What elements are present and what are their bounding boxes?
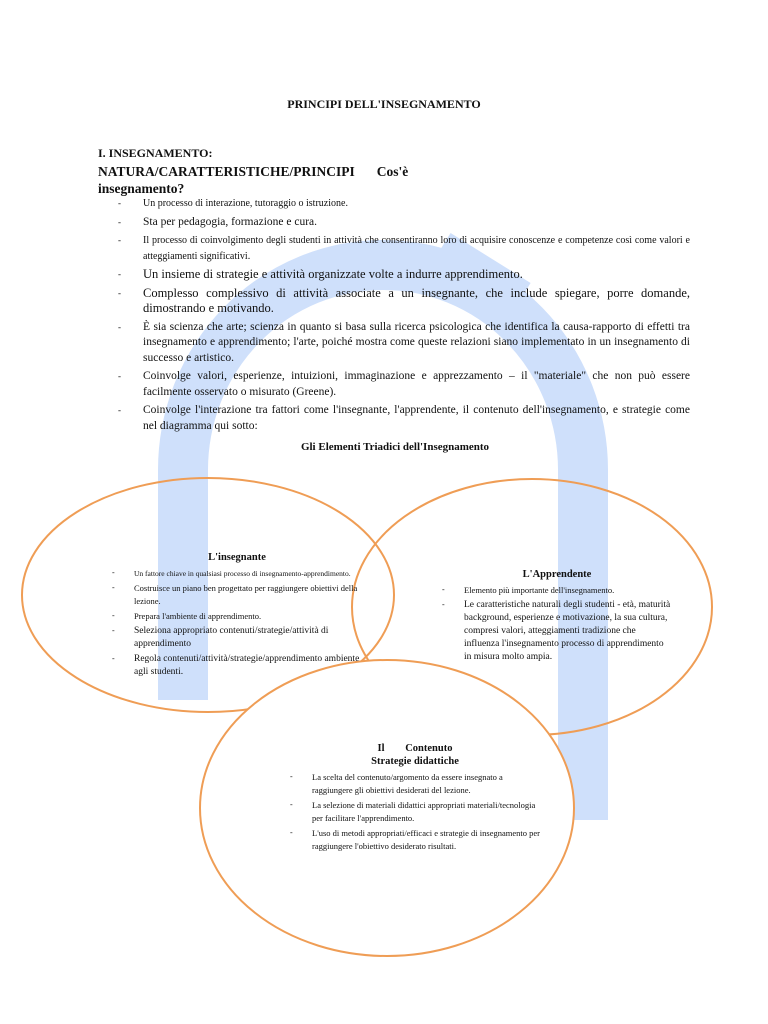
list-item: - Un fattore chiave in qualsiasi processo di insegnamento-apprendimento. xyxy=(112,567,362,580)
list-item: - Un processo di interazione, tutoraggio o istruzione. xyxy=(118,196,690,212)
page-title: PRINCIPI DELL'INSEGNAMENTO xyxy=(287,97,481,111)
question-part1: Cos'è xyxy=(376,164,409,179)
list-item: - È sia scienza che arte; scienza in quanto si basa sulla ricerca psicologica che identifica la causa-rapporto di effetti tra insegnamento e apprendimento; l'arte, poiché mostra come queste relazioni siano implementato in un insegnamento di successo e artistico. xyxy=(118,320,690,367)
diagram-title: Gli Elementi Triadici dell'Insegnamento xyxy=(300,441,490,453)
list-item: - Elemento più importante dell'insegnamento. xyxy=(442,584,672,597)
content-heading-part2: Contenuto xyxy=(405,743,453,754)
question-part2: insegnamento? xyxy=(98,181,185,196)
list-item: - Sta per pedagogia, formazione e cura. xyxy=(118,215,690,231)
list-item: - Seleziona appropriato contenuti/strategie/attività di apprendimento xyxy=(112,625,362,651)
list-item: - Regola contenuti/attività/strategie/apprendimento ambiente agli studenti. xyxy=(112,653,362,679)
list-item: - Coinvolge l'interazione tra fattori come l'insegnante, l'apprendente, il contenuto dell'insegnamento, e strategie come nel diagramma qui sotto: xyxy=(118,403,690,434)
list-item: - Le caratteristiche naturali degli studenti - età, maturità background, esperienze e motivazione, la sua cultura, compresi valori, atteggiamenti tradizione che influenza l'insegnamento processo di apprendimento in misura molto ampia. xyxy=(442,599,672,664)
teacher-heading: L'insegnante xyxy=(208,552,266,563)
list-item: - La selezione di materiali didattici appropriati materiali/tecnologia per facilitare l'apprendimento. xyxy=(290,799,540,825)
list-item: - Costruisce un piano ben progettato per raggiungere obiettivi della lezione. xyxy=(112,582,362,608)
learner-box xyxy=(442,568,672,666)
list-item: - La scelta del contenuto/argomento da essere insegnato a raggiungere gli obiettivi desiderati del lezione. xyxy=(290,771,540,797)
list-item: - Prepara l'ambiente di apprendimento. xyxy=(112,610,362,623)
teacher-box xyxy=(112,551,362,681)
list-item: - Il processo di coinvolgimento degli studenti in attività che consentiranno loro di acquisire conoscenze e competenze così come valori e atteggiamenti significativi. xyxy=(118,233,690,264)
section-subtitle-text: NATURA/CARATTERISTICHE/PRINCIPI xyxy=(98,164,355,179)
learner-heading: L'Apprendente xyxy=(522,569,592,580)
content-heading-part1: Il xyxy=(377,743,385,754)
content-heading-line2: Strategie didattiche xyxy=(371,756,459,767)
list-item: - Un insieme di strategie e attività organizzate volte a indurre apprendimento. xyxy=(118,267,690,283)
section-title: I. INSEGNAMENTO: xyxy=(98,146,213,160)
list-item: - Complesso complessivo di attività associate a un insegnante, che include spiegare, porre domande, dimostrando e motivando. xyxy=(118,286,690,317)
content-box xyxy=(290,742,540,855)
list-item: - L'uso di metodi appropriati/efficaci e strategie di insegnamento per raggiungere l'obiettivo desiderato risultati. xyxy=(290,827,540,853)
list-item: - Coinvolge valori, esperienze, intuizioni, immaginazione e apprezzamento – il "materiale" che non può essere facilmente osservato o misurato (Greene). xyxy=(118,369,690,400)
content-heading xyxy=(290,742,540,768)
